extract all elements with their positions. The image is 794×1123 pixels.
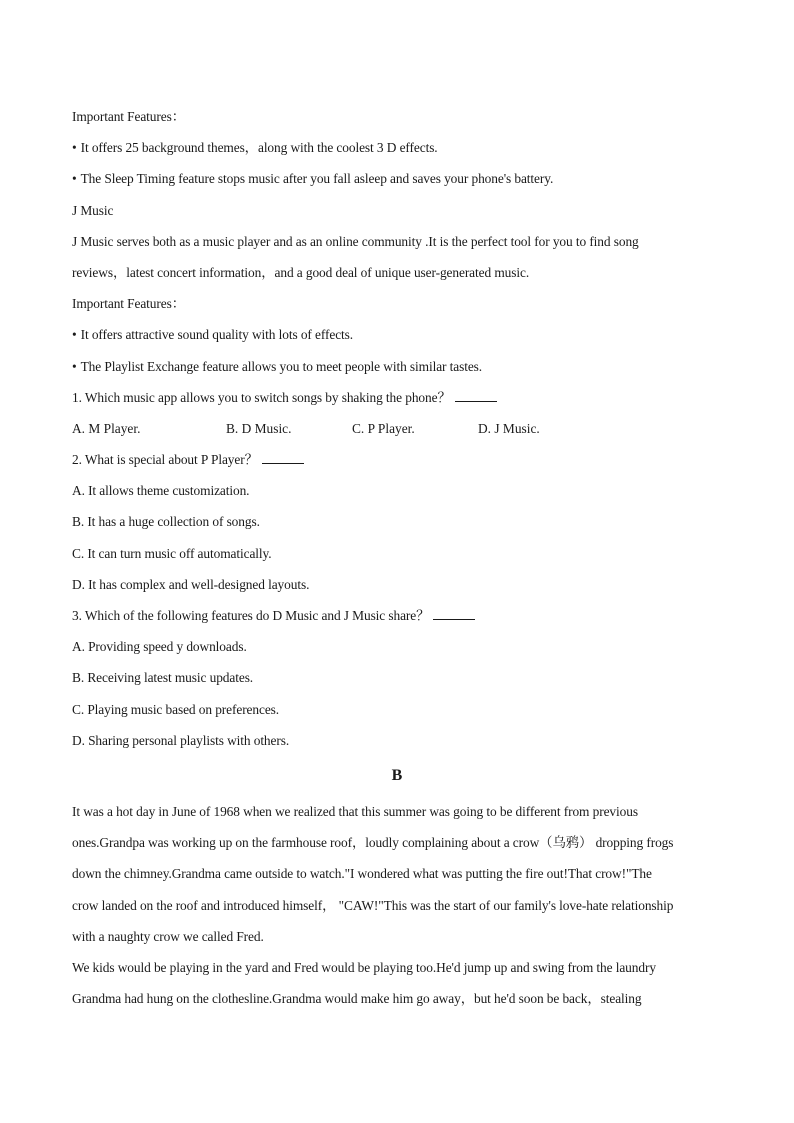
section-title-b: B [391,766,403,784]
option-d[interactable]: D. It has complex and well-designed layouts. [72,576,310,592]
option-c[interactable]: C. It can turn music off automatically. [72,545,272,561]
feature-item [72,163,722,194]
answer-blank[interactable] [262,451,304,464]
option-b[interactable]: B. D Music. [226,420,292,436]
option-a[interactable]: A. M Player. [72,420,141,436]
question-stem [72,382,722,413]
passage-line: We kids would be playing in the yard and Fred would be playing too.He'd jump up and swing from the laundry [72,959,656,975]
feature-text: The Sleep Timing feature stops music after you fall asleep and saves your phone's battery. [80,171,554,187]
option-row [72,413,722,444]
option-a[interactable]: A. It allows theme customization. [72,483,250,499]
option-d[interactable]: D. J Music. [478,420,540,436]
answer-blank[interactable] [455,389,497,402]
question-stem [72,444,722,475]
option-a[interactable]: A. Providing speed y downloads. [72,639,247,655]
passage-line: ones.Grandpa was working up on the farmhouse roof，loudly complaining about a crow（乌鸦） dropping frogs [72,835,674,851]
feature-item [72,351,722,382]
feature-text: The Playlist Exchange feature allows you to meet people with similar tastes. [80,358,483,374]
features-heading-p-player: Important Features： [72,109,186,124]
bullet-icon: • [72,140,77,156]
passage-line: It was a hot day in June of 1968 when we realized that this summer was going to be different from previous [72,803,638,819]
passage-line: with a naughty crow we called Fred. [72,928,264,944]
passage-line: Grandma had hung on the clothesline.Grandma would make him go away，but he'd soon be back，stealing [72,991,642,1007]
passage-line: down the chimney.Grandma came outside to watch."I wondered what was putting the fire out!That crow!"The [72,866,652,882]
feature-item [72,319,722,350]
option-b[interactable]: B. It has a huge collection of songs. [72,514,260,530]
document-page [72,101,722,1014]
question-text: 2. What is special about P Player？ [72,452,258,468]
option-c[interactable]: C. Playing music based on preferences. [72,701,280,717]
question-text: 3. Which of the following features do D Music and J Music share？ [72,608,430,623]
question-stem [72,600,722,631]
feature-text: It offers 25 background themes，along with the coolest 3 D effects. [80,140,438,156]
app-description-line: reviews，latest concert information，and a good deal of unique user-generated music. [72,264,530,280]
feature-text: It offers attractive sound quality with lots of effects. [80,327,354,343]
features-heading-j-music: Important Features： [72,296,186,312]
app-title-j-music: J Music [72,202,114,218]
option-c[interactable]: C. P Player. [352,420,415,436]
question-text: 1. Which music app allows you to switch songs by shaking the phone？ [72,389,451,405]
bullet-icon: • [72,358,77,374]
answer-blank[interactable] [433,607,475,620]
app-description-line: J Music serves both as a music player and as an online community .It is the perfect tool for you to find song [72,233,639,249]
option-b[interactable]: B. Receiving latest music updates. [72,670,254,686]
passage-line: crow landed on the roof and introduced himself， "CAW!"This was the start of our family's love-hate relationship [72,897,674,913]
option-d[interactable]: D. Sharing personal playlists with others. [72,732,290,748]
feature-item [72,132,722,163]
bullet-icon: • [72,327,77,343]
bullet-icon: • [72,171,77,187]
